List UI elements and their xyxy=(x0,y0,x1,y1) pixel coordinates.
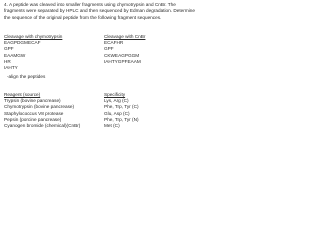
chymotrypsin-fragment: GPF xyxy=(4,46,14,52)
cnbr-fragment: GPF xyxy=(104,46,114,52)
cnbr-fragment: IAHTYGPFEAAM xyxy=(104,58,141,64)
chymotrypsin-fragment: HR xyxy=(4,58,11,64)
cnbr-fragment: CKWEAGPGGM xyxy=(104,52,140,58)
specificity-column xyxy=(104,92,139,129)
question-text: 4. A peptide was cleaved into smaller fragments using chymotrypsin and CnBr. The fragments were separated by HPLC and then sequenced by Edman degradation. Determine the sequence of the original peptide from the following fragment sequences. xyxy=(4,2,195,20)
specificity-value: Lys, Arg (C) xyxy=(104,98,129,104)
chymotrypsin-column xyxy=(4,34,62,71)
specificity-value: Phe, Trp, Tyr (C) xyxy=(104,104,139,110)
cnbr-column xyxy=(104,34,145,65)
chymotrypsin-header: Cleavage with chymotrypsin xyxy=(4,34,63,39)
chymotrypsin-fragment: EAAMGW xyxy=(4,52,26,58)
reagent-name: Staphylococcus V8 protease xyxy=(4,110,64,116)
cnbr-fragment: ECAFHR xyxy=(104,40,124,46)
reagent-name: Chymotrypsin (bovine pancrease) xyxy=(4,104,75,110)
specificity-value: Phe, Trp, Tyr (N) xyxy=(104,116,139,122)
reagent-column xyxy=(4,92,80,129)
reagent-table xyxy=(4,92,196,132)
specificity-header: Specificity xyxy=(104,92,126,97)
reagent-name: Pepsin (porcine pancrease) xyxy=(4,116,62,122)
specificity-value: Glu, Asp (C) xyxy=(104,110,130,116)
chymotrypsin-fragment: EAGPDGMECAF xyxy=(4,40,41,46)
reagent-header: Reagent (source) xyxy=(4,92,41,97)
reagent-name: Cyanogen bromide (chemical)(CnBr) xyxy=(4,122,81,128)
specificity-value: Met (C) xyxy=(104,122,120,128)
question-page xyxy=(0,0,200,150)
chymotrypsin-fragment: IAHTY xyxy=(4,64,18,70)
reagent-name: Trypsin (bovine pancrease) xyxy=(4,98,61,104)
fragment-table xyxy=(4,34,196,72)
cnbr-header: Cleavage with CnBr xyxy=(104,34,146,39)
instruction-text: -align the peptides xyxy=(7,74,46,79)
